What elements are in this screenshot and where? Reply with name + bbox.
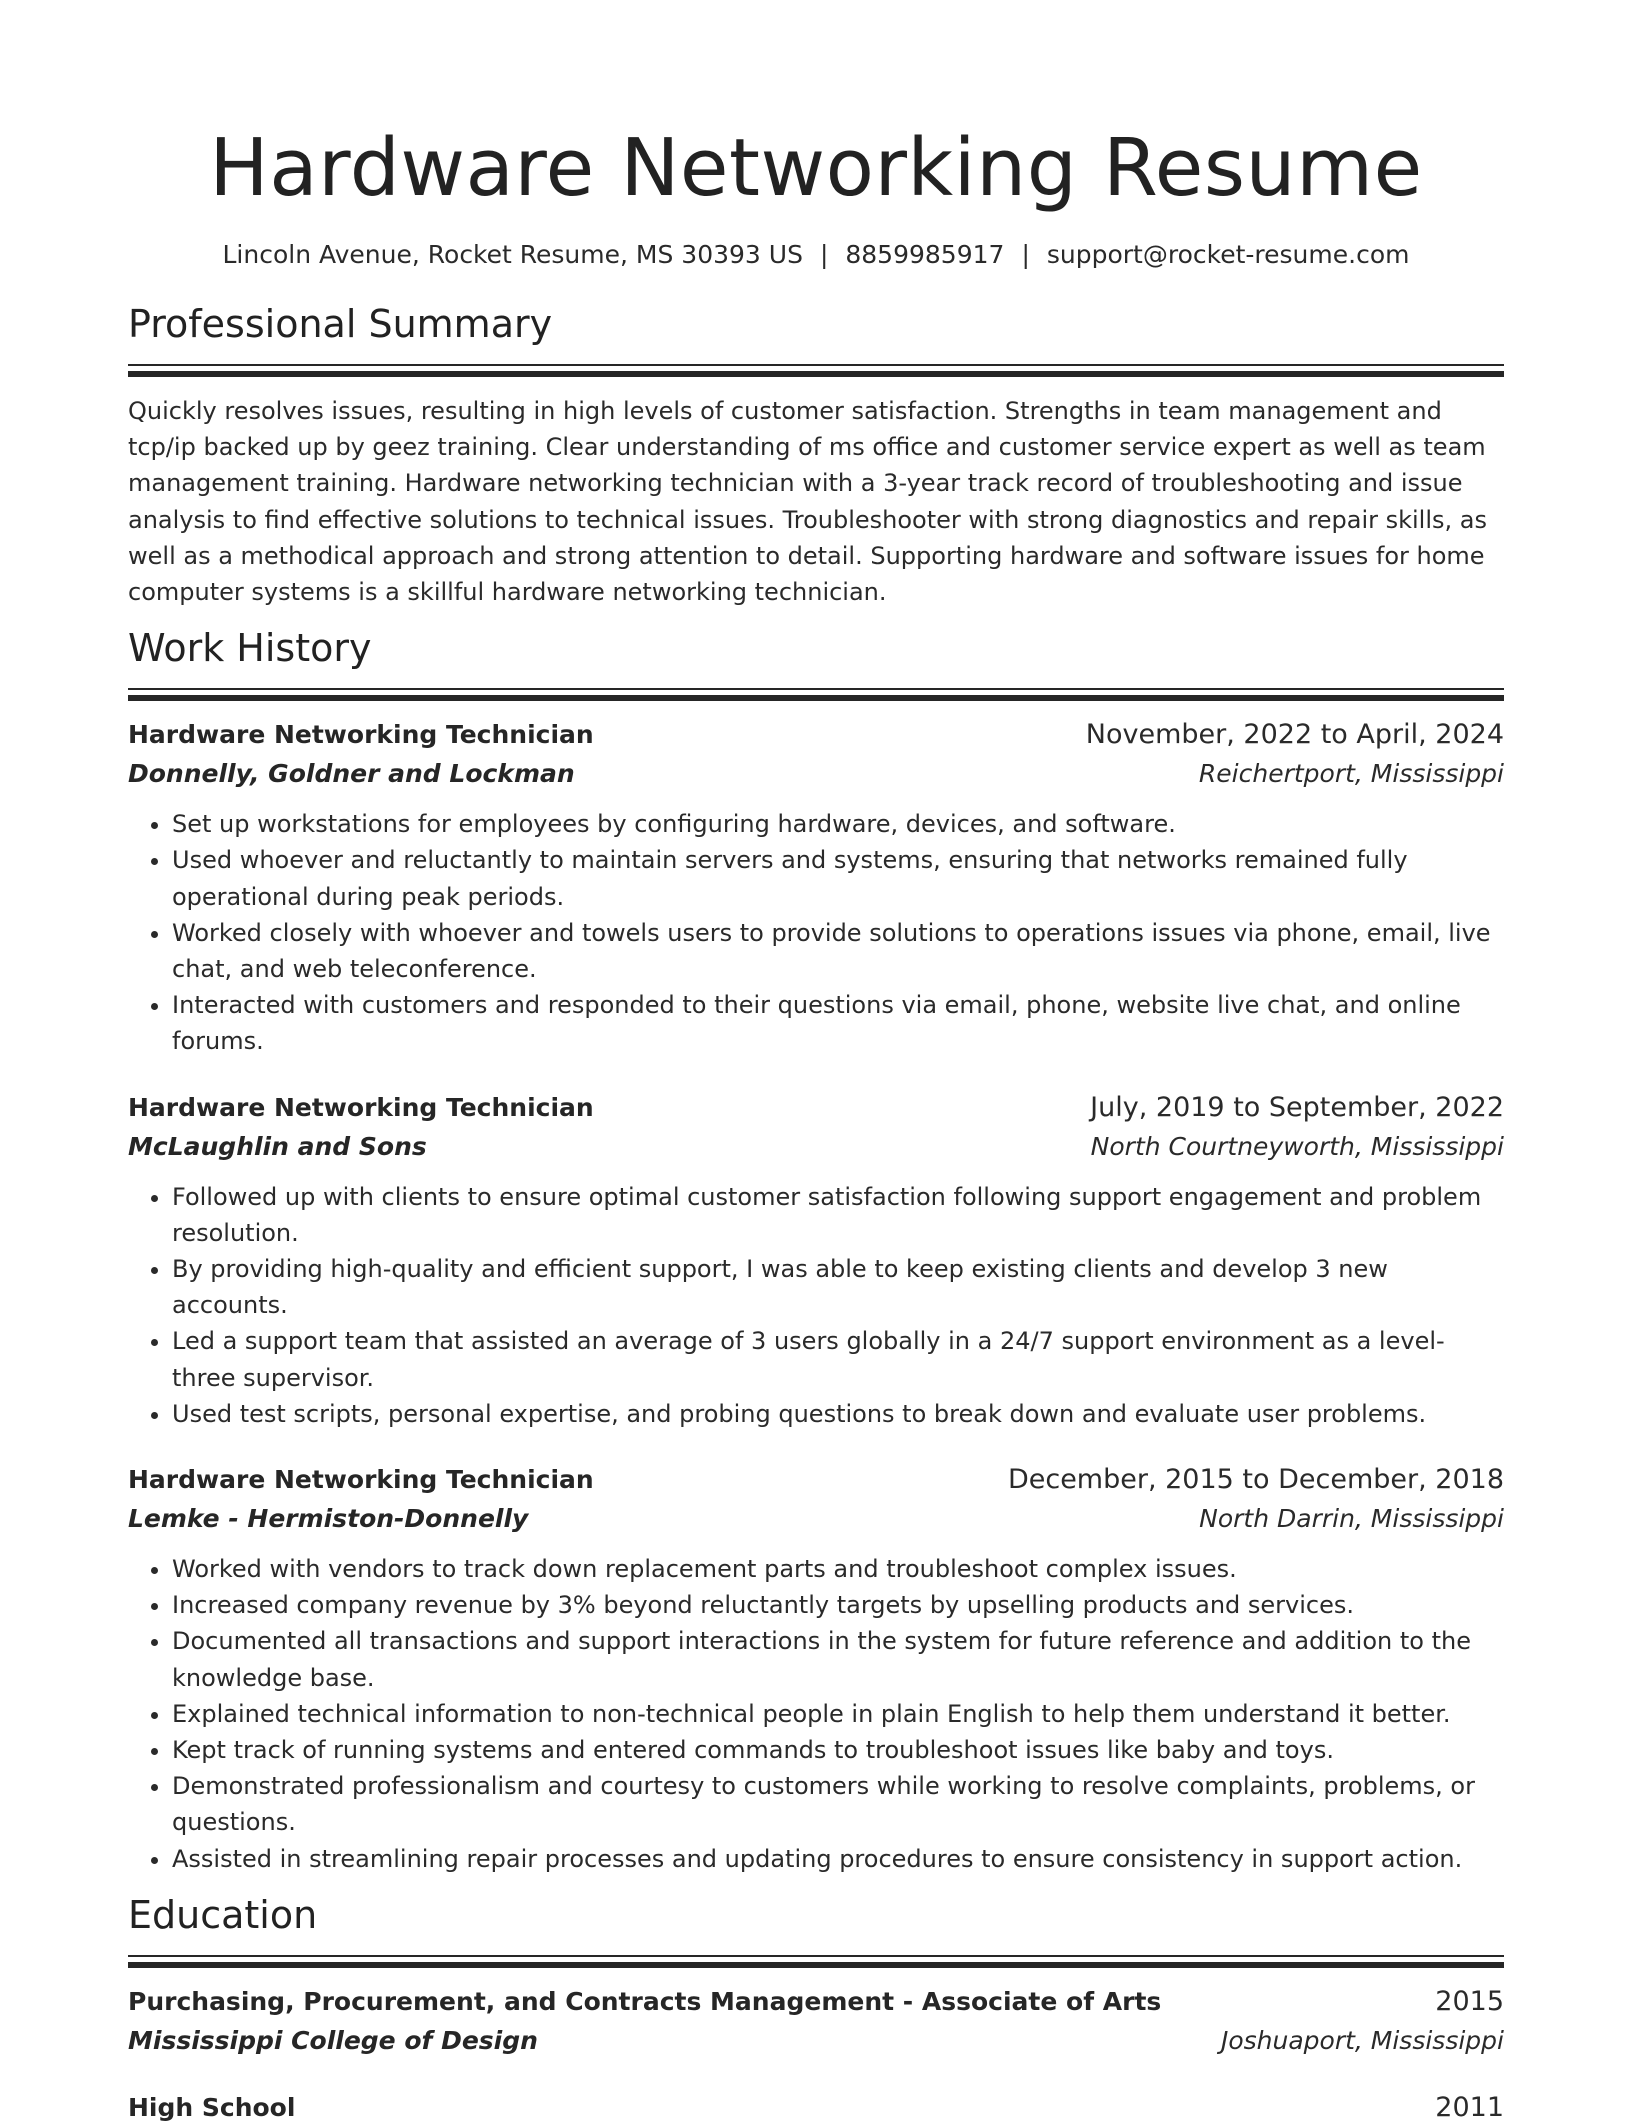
job-company-row xyxy=(128,1500,1504,1538)
job-entry xyxy=(128,715,1504,1059)
education-section xyxy=(128,1889,1504,2128)
job-bullets xyxy=(128,806,1504,1059)
job-company-row xyxy=(128,755,1504,793)
education-degree: High School xyxy=(128,2092,296,2122)
job-bullet: • Used whoever and reluctantly to maintain servers and systems, ensuring that networks remained fully operational during peak periods. xyxy=(172,842,1504,914)
education-year: 2015 xyxy=(1435,1985,1504,2017)
job-bullets xyxy=(128,1179,1504,1432)
section-divider xyxy=(128,1955,1504,1957)
summary-section xyxy=(128,298,1504,610)
job-bullet: • Led a support team that assisted an average of 3 users globally in a 24/7 support environment as a level-three supervisor. xyxy=(172,1323,1504,1395)
job-company-row xyxy=(128,1128,1504,1166)
section-divider-thick xyxy=(128,1962,1504,1968)
job-bullet: • Worked with vendors to track down replacement parts and troubleshoot complex issues. xyxy=(172,1551,1504,1587)
education-school: Mississippi College of Design xyxy=(128,2025,538,2055)
job-header-row xyxy=(128,1088,1504,1128)
contact-separator: | xyxy=(1021,240,1030,269)
contact-phone: 8859985917 xyxy=(845,240,1005,269)
education-location: Joshuaport, Mississippi xyxy=(1220,2025,1504,2055)
job-location: Reichertport, Mississippi xyxy=(1198,759,1504,789)
resume-page xyxy=(128,0,1504,2128)
summary-heading: Professional Summary xyxy=(128,302,553,346)
job-title: Hardware Networking Technician xyxy=(128,1465,594,1495)
job-bullet: • Kept track of running systems and entered commands to troubleshoot issues like baby and toys. xyxy=(172,1732,1504,1768)
job-bullet: • Followed up with clients to ensure optimal customer satisfaction following support engagement and problem resolution. xyxy=(172,1179,1504,1251)
contact-separator: | xyxy=(819,240,829,269)
job-bullet: • Set up workstations for employees by configuring hardware, devices, and software. xyxy=(172,806,1504,842)
job-header-row xyxy=(128,1460,1504,1500)
job-bullet: • Documented all transactions and support interactions in the system for future reference and addition to the knowledge base. xyxy=(172,1623,1504,1695)
job-company: Donnelly, Goldner and Lockman xyxy=(128,759,575,789)
job-bullet: • Demonstrated professionalism and courtesy to customers while working to resolve complaints, problems, or questions. xyxy=(172,1768,1504,1840)
job-bullet: • Interacted with customers and responded to their questions via email, phone, website live chat, and online forums. xyxy=(172,987,1504,1059)
education-header-row xyxy=(128,2088,1504,2128)
section-divider-thick xyxy=(128,695,1504,701)
education-degree: Purchasing, Procurement, and Contracts Management - Associate of Arts xyxy=(128,1986,1162,2016)
job-bullet: • By providing high-quality and efficient support, I was able to keep existing clients and develop 3 new accounts. xyxy=(172,1251,1504,1323)
job-title: Hardware Networking Technician xyxy=(128,1092,594,1122)
education-header-row xyxy=(128,1982,1504,2022)
job-bullet: • Assisted in streamlining repair processes and updating procedures to ensure consistency in support action. xyxy=(172,1841,1504,1877)
resume-name: Hardware Networking Resume xyxy=(209,122,1423,214)
job-header-row xyxy=(128,715,1504,755)
job-dates: July, 2019 to September, 2022 xyxy=(1090,1091,1504,1123)
education-school-row xyxy=(128,2022,1504,2060)
work-history-section xyxy=(128,622,1504,1877)
job-entry xyxy=(128,1088,1504,1432)
job-bullet: • Explained technical information to non-technical people in plain English to help them understand it better. xyxy=(172,1696,1504,1732)
job-company: McLaughlin and Sons xyxy=(128,1131,427,1161)
contact-line xyxy=(128,238,1504,272)
job-dates: November, 2022 to April, 2024 xyxy=(1085,719,1504,751)
education-year: 2011 xyxy=(1435,2091,1504,2123)
section-divider xyxy=(128,688,1504,690)
job-bullet: • Increased company revenue by 3% beyond reluctantly targets by upselling products and services. xyxy=(172,1587,1504,1623)
education-heading: Education xyxy=(128,1892,318,1937)
summary-text: Quickly resolves issues, resulting in high levels of customer satisfaction. Strengths in team management and tcp/ip backed up by geez training. Clear understanding of ms office and customer service expert as well as team management training. Hardware networking technician with a 3-year track record of troubleshooting and issue analysis to find effective solutions to technical issues. Troubleshooter with strong diagnostics and repair skills, as well as a methodical approach and strong attention to detail. Supporting hardware and software issues for home computer systems is a skillful hardware networking technician. xyxy=(128,397,1487,607)
contact-email: support@rocket-resume.com xyxy=(1046,240,1410,269)
work-history-heading: Work History xyxy=(128,626,372,671)
job-company: Lemke - Hermiston-Donnelly xyxy=(128,1504,529,1534)
job-entry xyxy=(128,1460,1504,1877)
education-entry xyxy=(128,2088,1504,2128)
job-bullet: • Worked closely with whoever and towels users to provide solutions to operations issues via phone, email, live chat, and web teleconference. xyxy=(172,915,1504,987)
contact-address: Lincoln Avenue, Rocket Resume, MS 30393 US xyxy=(222,240,803,269)
job-dates: December, 2015 to December, 2018 xyxy=(1007,1464,1504,1496)
job-location: North Darrin, Mississippi xyxy=(1199,1504,1504,1534)
section-divider-thick xyxy=(128,371,1504,377)
job-bullets xyxy=(128,1551,1504,1877)
job-location: North Courtneyworth, Mississippi xyxy=(1090,1131,1504,1161)
education-entry xyxy=(128,1982,1504,2060)
section-divider xyxy=(128,364,1504,366)
job-bullet: • Used test scripts, personal expertise, and probing questions to break down and evaluate user problems. xyxy=(172,1396,1504,1432)
job-title: Hardware Networking Technician xyxy=(128,720,594,750)
